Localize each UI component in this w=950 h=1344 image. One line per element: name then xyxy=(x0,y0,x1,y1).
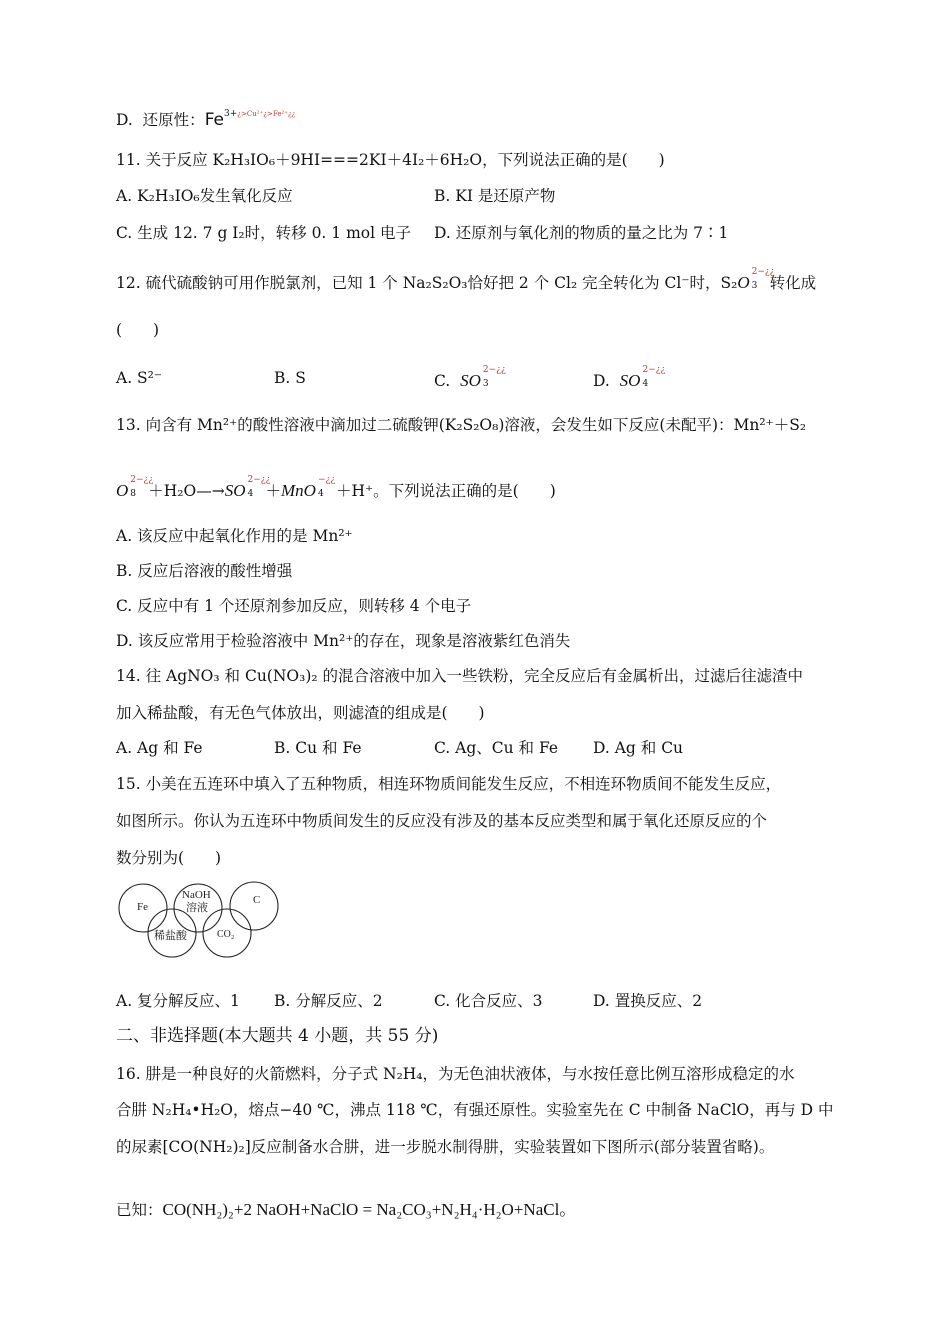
q12-stem: 12. 硫代硫酸钠可用作脱氯剂，已知 1 个 Na₂S₂O₃恰好把 2 个 Cl₂ 完全转化为 Cl⁻时，S₂O 2−¿¿ 3 转化成 xyxy=(116,267,817,292)
q15-option-a: A. 复分解反应、1 xyxy=(116,992,240,1010)
ring-fe-label: Fe xyxy=(137,901,148,913)
ring-hcl-label: 稀盐酸 xyxy=(154,930,187,942)
q11-stem: 11. 关于反应 K₂H₃IO₆＋9HI===2KI＋4I₂＋6H₂O，下列说法正确的是( ) xyxy=(116,151,665,169)
q12-paren: ( ) xyxy=(116,321,160,339)
q16-line1: 16. 肼是一种良好的火箭燃料，分子式 N₂H₄，为无色油状液体，与水按任意比例互溶形成稳定的水 xyxy=(116,1065,795,1083)
q12-formula-charge: 2−¿¿ 3 xyxy=(751,267,775,291)
q15-option-d: D. 置换反应、2 xyxy=(593,992,703,1010)
five-rings-diagram xyxy=(116,878,286,958)
q16-known-equation: CO(NH₂)₂+2 NaOH+NaClO = Na₂CO₃+N₂H₄·H₂O+NaCl。 xyxy=(162,1200,577,1219)
ring-co2-label: CO₂ xyxy=(217,929,235,940)
q13-option-c: C. 反应中有 1 个还原剂参加反应，则转移 4 个电子 xyxy=(116,597,472,615)
q13-stem-line2: O 2−¿¿ 8 ＋H₂O—→SO 2−¿¿ 4 ＋MnO −¿¿ 4 ＋H⁺。下列说法正确的是( ) xyxy=(116,475,556,500)
q13-option-d: D. 该反应常用于检验溶液中 Mn²⁺的存在，现象是溶液紫红色消失 xyxy=(116,632,571,650)
ring-c-label: C xyxy=(253,894,261,906)
q12-option-d: D. SO 2−¿¿ 4 xyxy=(593,365,666,390)
q11-option-c: C. 生成 12. 7 g I₂时，转移 0. 1 mol 电子 xyxy=(116,224,411,242)
q13-option-b: B. 反应后溶液的酸性增强 xyxy=(116,562,293,580)
q13-option-a: A. 该反应中起氧化作用的是 Mn²⁺ xyxy=(116,527,353,545)
q12-option-b: B. S xyxy=(274,369,306,387)
q16-known: 已知：CO(NH₂)₂+2 NaOH+NaClO = Na₂CO₃+N₂H₄·H₂O+NaCl。 xyxy=(116,1200,577,1219)
q16-line3: 的尿素[CO(NH₂)₂]反应制备水合肼，进一步脱水制得肼，实验装置如下图所示(部分装置省略)。 xyxy=(116,1138,775,1156)
q11-option-b: B. KI 是还原产物 xyxy=(434,187,556,205)
q14-option-b: B. Cu 和 Fe xyxy=(274,739,362,757)
q14-option-c: C. Ag、Cu 和 Fe xyxy=(434,739,559,757)
q15-stem-line2: 如图所示。你认为五连环中物质间发生的反应没有涉及的基本反应类型和属于氧化还原反应的个 xyxy=(116,812,768,830)
q12-option-a: A. S²⁻ xyxy=(116,369,163,387)
ring-c xyxy=(230,882,278,930)
q11-option-d: D. 还原剂与氧化剂的物质的量之比为 7∶1 xyxy=(434,224,729,242)
q10-option-d: D. 还原性：$Fe^{3+¿>Cu^{2+}¿>Fe^{2+}¿¿}$ xyxy=(116,109,296,130)
q15-option-c: C. 化合反应、3 xyxy=(434,992,543,1010)
section-2-heading: 二、非选择题(本大题共 4 小题，共 55 分) xyxy=(116,1026,439,1046)
q15-option-b: B. 分解反应、2 xyxy=(274,992,383,1010)
ring-naoh-label: NaOH xyxy=(182,889,211,901)
q12-option-c: C. SO 2−¿¿ 3 xyxy=(434,365,506,390)
q16-line2: 合肼 N₂H₄•H₂O，熔点−40 ℃，沸点 118 ℃，有强还原性。实验室先在 C 中制备 NaClO，再与 D 中 xyxy=(116,1101,834,1119)
q14-option-d: D. Ag 和 Cu xyxy=(593,739,684,757)
q14-stem-line2: 加入稀盐酸，有无色气体放出，则滤渣的组成是( ) xyxy=(116,704,485,722)
q15-stem-line1: 15. 小美在五连环中填入了五种物质，相连环物质间能发生反应，不相连环物质间不能发生反应， xyxy=(116,775,782,793)
q14-option-a: A. Ag 和 Fe xyxy=(116,739,203,757)
q14-stem-line1: 14. 往 AgNO₃ 和 Cu(NO₃)₂ 的混合溶液中加入一些铁粉，完全反应后有金属析出，过滤后往滤渣中 xyxy=(116,667,804,685)
q13-stem-line1: 13. 向含有 Mn²⁺的酸性溶液中滴加过二硫酸钾(K₂S₂O₈)溶液，会发生如下反应(未配平)：Mn²⁺＋S₂ xyxy=(116,416,807,434)
q15-stem-line3: 数分别为( ) xyxy=(116,849,222,867)
ring-naoh-label2: 溶液 xyxy=(186,902,208,914)
q11-option-a: A. K₂H₃IO₆发生氧化反应 xyxy=(116,187,293,205)
